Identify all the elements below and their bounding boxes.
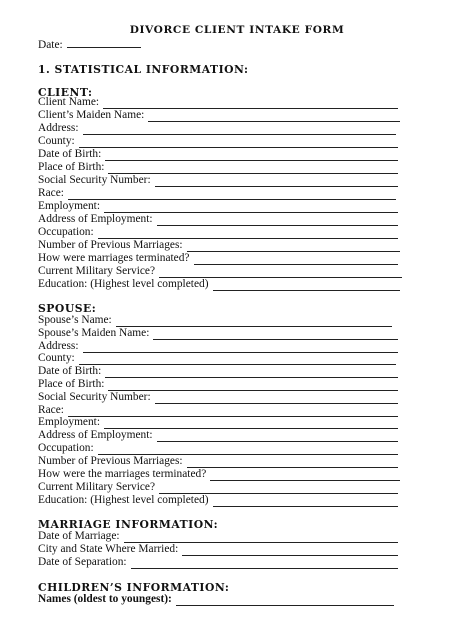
client-field-label: Address of Employment: — [38, 213, 153, 225]
date-label: Date: — [38, 39, 63, 51]
children-names-line[interactable] — [176, 594, 394, 606]
client-field-label: How were marriages terminated? — [38, 252, 190, 264]
client-field-label: Race: — [38, 187, 64, 199]
marriage-field-row — [38, 556, 398, 569]
spouse-field-label: Address of Employment: — [38, 429, 153, 441]
spouse-field-row — [38, 468, 400, 481]
client-field-row — [38, 135, 398, 148]
spouse-county-line[interactable] — [79, 353, 396, 365]
client-field-row — [38, 174, 398, 187]
client-field-row — [38, 226, 398, 239]
spouse-dob-line[interactable] — [105, 366, 398, 378]
marriage-date-line[interactable] — [124, 531, 398, 543]
client-field-row — [38, 187, 396, 200]
client-field-row — [38, 252, 398, 265]
client-field-row — [38, 122, 396, 135]
spouse-field-row — [38, 378, 398, 391]
client-field-label: Date of Birth: — [38, 148, 102, 160]
children-field-row — [38, 593, 394, 606]
client-military-line[interactable] — [159, 266, 402, 278]
spouse-birthplace-line[interactable] — [108, 379, 398, 391]
date-field-line[interactable] — [67, 37, 141, 48]
spouse-previous-marriages-line[interactable] — [187, 456, 398, 468]
client-field-row — [38, 213, 398, 226]
client-race-line[interactable] — [68, 188, 396, 200]
client-ssn-line[interactable] — [155, 175, 398, 187]
spouse-field-row — [38, 494, 398, 507]
client-occupation-line[interactable] — [98, 227, 398, 239]
spouse-field-row — [38, 314, 392, 327]
spouse-field-row — [38, 416, 398, 429]
spouse-education-line[interactable] — [213, 495, 399, 507]
spouse-field-row — [38, 429, 398, 442]
spouse-field-label: Social Security Number: — [38, 391, 151, 403]
client-field-label: Occupation: — [38, 226, 94, 238]
client-field-row — [38, 239, 400, 252]
spouse-field-label: Education: (Highest level completed) — [38, 494, 209, 506]
children-field-label: Names (oldest to youngest): — [38, 593, 172, 605]
client-field-row — [38, 200, 398, 213]
marriage-field-label: City and State Where Married: — [38, 543, 179, 555]
marriage-field-row — [38, 543, 398, 556]
client-field-row — [38, 96, 398, 109]
client-employment-line[interactable] — [104, 201, 398, 213]
spouse-name-line[interactable] — [116, 315, 392, 327]
section-heading-statistical: 1. STATISTICAL INFORMATION: — [38, 63, 249, 76]
marriage-field-row — [38, 530, 398, 543]
client-field-row — [38, 265, 402, 278]
spouse-ssn-line[interactable] — [155, 392, 398, 404]
client-field-label: Address: — [38, 122, 79, 134]
spouse-employment-line[interactable] — [104, 417, 398, 429]
form-title: DIVORCE CLIENT INTAKE FORM — [129, 24, 345, 36]
marriage-heading: MARRIAGE INFORMATION: — [38, 518, 219, 531]
client-field-label: Employment: — [38, 200, 101, 212]
client-field-label: Social Security Number: — [38, 174, 151, 186]
client-field-row — [38, 109, 400, 122]
client-field-label: Number of Previous Marriages: — [38, 239, 183, 251]
client-field-label: Place of Birth: — [38, 161, 105, 173]
spouse-field-label: Date of Birth: — [38, 365, 102, 377]
spouse-field-label: Spouse’s Maiden Name: — [38, 327, 150, 339]
spouse-field-label: Address: — [38, 340, 79, 352]
spouse-field-label: Number of Previous Marriages: — [38, 455, 183, 467]
spouse-field-label: County: — [38, 352, 75, 364]
client-name-line[interactable] — [103, 97, 398, 109]
marriage-field-label: Date of Separation: — [38, 556, 127, 568]
spouse-employment-address-line[interactable] — [157, 430, 398, 442]
spouse-military-line[interactable] — [159, 482, 398, 494]
client-field-label: Current Military Service? — [38, 265, 156, 277]
client-education-line[interactable] — [213, 279, 401, 291]
spouse-marriages-terminated-line[interactable] — [210, 469, 400, 481]
spouse-field-row — [38, 442, 398, 455]
client-field-row — [38, 278, 400, 291]
spouse-field-label: Race: — [38, 404, 64, 416]
client-field-label: Client’s Maiden Name: — [38, 109, 145, 121]
client-field-label: County: — [38, 135, 75, 147]
client-county-line[interactable] — [79, 136, 398, 148]
marriage-field-label: Date of Marriage: — [38, 530, 120, 542]
spouse-field-label: Occupation: — [38, 442, 94, 454]
spouse-field-row — [38, 365, 398, 378]
client-employment-address-line[interactable] — [157, 214, 398, 226]
spouse-field-label: Spouse’s Name: — [38, 314, 112, 326]
spouse-maiden-name-line[interactable] — [153, 328, 398, 340]
spouse-field-label: Current Military Service? — [38, 481, 156, 493]
spouse-field-row — [38, 352, 396, 365]
client-birthplace-line[interactable] — [108, 162, 398, 174]
client-maiden-name-line[interactable] — [148, 110, 400, 122]
separation-date-line[interactable] — [131, 557, 398, 569]
children-heading: CHILDREN’S INFORMATION: — [38, 581, 230, 594]
spouse-field-row — [38, 455, 398, 468]
spouse-field-label: How were the marriages terminated? — [38, 468, 207, 480]
client-heading: CLIENT: — [38, 86, 93, 99]
spouse-field-label: Employment: — [38, 416, 101, 428]
client-field-label: Education: (Highest level completed) — [38, 278, 209, 290]
client-marriages-terminated-line[interactable] — [194, 253, 399, 265]
client-dob-line[interactable] — [105, 149, 398, 161]
client-address-line[interactable] — [83, 123, 397, 135]
date-row — [38, 37, 141, 51]
client-field-row — [38, 148, 398, 161]
spouse-field-row — [38, 481, 398, 494]
client-field-row — [38, 161, 398, 174]
client-previous-marriages-line[interactable] — [187, 240, 400, 252]
spouse-occupation-line[interactable] — [98, 443, 398, 455]
spouse-field-row — [38, 391, 398, 404]
spouse-field-row — [38, 327, 398, 340]
marriage-place-line[interactable] — [182, 544, 398, 556]
spouse-heading: SPOUSE: — [38, 302, 97, 315]
client-field-label: Client Name: — [38, 96, 100, 108]
spouse-field-label: Place of Birth: — [38, 378, 105, 390]
